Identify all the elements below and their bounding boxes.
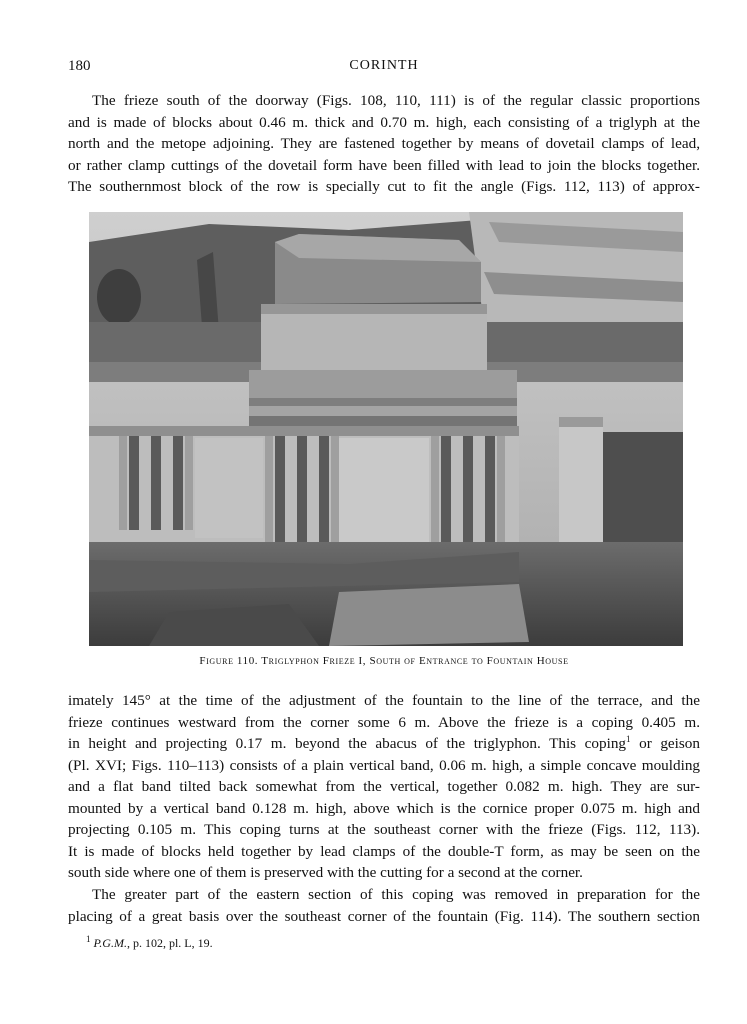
text-line: or rather clamp cuttings of the dovetail form have been filled with lead to join the blocks together. bbox=[68, 156, 700, 174]
text-line: The frieze south of the doorway (Figs. 108, 110, 111) is of the regular classic proportions bbox=[92, 92, 700, 109]
text-line: and a flat band tilted back somewhat from the vertical, together 0.082 m. high. They are sur- bbox=[68, 778, 700, 795]
figure-caption bbox=[68, 655, 700, 667]
footnote bbox=[86, 936, 213, 951]
text-line: north and the metope adjoining. They are fastened together by means of dovetail clamps of lead, bbox=[68, 135, 700, 152]
footnote-source: P.G.M. bbox=[93, 936, 127, 950]
figure-photograph bbox=[89, 212, 683, 646]
text-line: The greater part of the eastern section of this coping was removed in preparation for the bbox=[92, 886, 700, 903]
frieze-photo bbox=[89, 212, 683, 646]
page-number: 180 bbox=[68, 58, 91, 74]
footnote-text: , p. 102, pl. L, 19. bbox=[126, 936, 213, 950]
caption-text: Figure 110. Triglyphon Frieze I, South of Entrance to Fountain House bbox=[199, 655, 569, 667]
page-header bbox=[68, 58, 700, 78]
text-line bbox=[68, 733, 700, 755]
running-title: CORINTH bbox=[349, 58, 419, 73]
text-line: mounted by a vertical band 0.128 m. high, above which is the cornice proper 0.075 m. high and bbox=[68, 799, 700, 817]
text-line: projecting 0.105 m. This coping turns at the southeast corner with the frieze (Figs. 112, 113). bbox=[68, 821, 700, 838]
footnote-marker: 1 bbox=[86, 934, 91, 944]
text-line: (Pl. XVI; Figs. 110–113) consists of a plain vertical band, 0.06 m. high, a simple concave moulding bbox=[68, 756, 700, 774]
text-line: imately 145° at the time of the adjustment of the fountain to the line of the terrace, and the bbox=[68, 692, 700, 709]
text-segment: in height and projecting 0.17 m. beyond the abacus of the triglyphon. This coping bbox=[68, 735, 627, 752]
text-segment: or geison bbox=[630, 735, 700, 752]
text-line: and is made of blocks about 0.46 m. thick and 0.70 m. high, each consisting of a triglyph at the bbox=[68, 113, 700, 131]
text-line: The southernmost block of the row is specially cut to fit the angle (Figs. 112, 113) of approx- bbox=[68, 178, 700, 195]
text-line: It is made of blocks held together by lead clamps of the double-T form, as may be seen on the bbox=[68, 842, 700, 860]
text-line: frieze continues westward from the corner some 6 m. Above the frieze is a coping 0.405 m. bbox=[68, 713, 700, 731]
footnote-reference[interactable]: 1 bbox=[626, 733, 631, 744]
paragraph-1 bbox=[68, 90, 700, 198]
paragraph-3 bbox=[68, 884, 700, 927]
text-line: south side where one of them is preserved with the cutting for a second at the corner. bbox=[68, 864, 583, 881]
text-line: placing of a great basis over the southeast corner of the fountain (Fig. 114). The southern section bbox=[68, 907, 700, 925]
paragraph-2 bbox=[68, 690, 700, 884]
